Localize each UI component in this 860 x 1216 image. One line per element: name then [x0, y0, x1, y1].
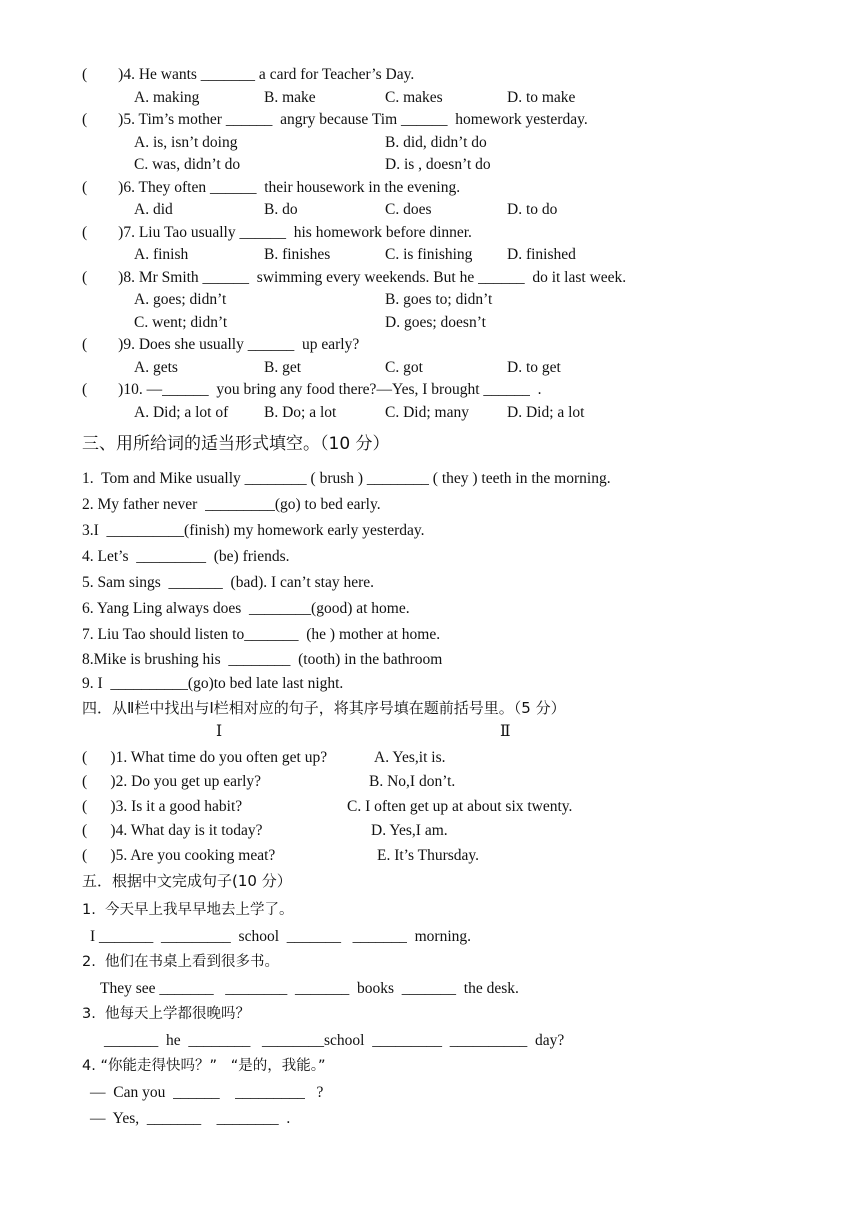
column-1-label: Ⅰ	[216, 723, 223, 740]
q4-option-c: C. makes	[385, 89, 443, 106]
translate-4-english-question: — Can you ______ _________ ?	[90, 1084, 324, 1101]
translate-1-chinese: 1. 今天早上我早早地去上学了。	[82, 902, 294, 918]
q9-option-a: A. gets	[134, 359, 178, 376]
q7-stem: ( )7. Liu Tao usually ______ his homework before dinner.	[82, 224, 472, 241]
q4-stem: ( )4. He wants _______ a card for Teacher’s Day.	[82, 66, 415, 83]
q6-stem: ( )6. They often ______ their housework in the evening.	[82, 179, 461, 196]
translate-3-english: _______ he ________ ________school _________ __________ day?	[104, 1032, 565, 1049]
section3-item-9: 9. I __________(go)to bed late last night.	[82, 675, 344, 692]
q5-stem: ( )5. Tim’s mother ______ angry because Tim ______ homework yesterday.	[82, 111, 588, 128]
q7-option-a: A. finish	[134, 246, 189, 263]
match-answer-a: A. Yes,it is.	[374, 749, 446, 766]
q8-option-b: B. goes to; didn’t	[385, 291, 493, 308]
section3-item-6: 6. Yang Ling always does ________(good) at home.	[82, 600, 410, 617]
section3-item-7: 7. Liu Tao should listen to_______ (he ) mother at home.	[82, 626, 441, 643]
q10-stem: ( )10. —______ you bring any food there?—Yes, I brought ______ .	[82, 381, 542, 398]
match-question-1: ( )1. What time do you often get up?	[82, 749, 328, 766]
section3-item-8: 8.Mike is brushing his ________ (tooth) in the bathroom	[82, 651, 443, 668]
q9-stem: ( )9. Does she usually ______ up early?	[82, 336, 360, 353]
q6-option-b: B. do	[264, 201, 298, 218]
q6-option-a: A. did	[134, 201, 173, 218]
match-question-3: ( )3. Is it a good habit?	[82, 798, 243, 815]
section4-heading: 四．从Ⅱ栏中找出与Ⅰ栏相对应的句子，将其序号填在题前括号里。（5 分）	[82, 699, 566, 717]
translate-2-english: They see _______ ________ _______ books _______ the desk.	[100, 980, 519, 997]
q7-option-d: D. finished	[507, 246, 576, 263]
section3-heading: 三、用所给词的适当形式填空。（10 分）	[82, 434, 390, 454]
q9-option-d: D. to get	[507, 359, 561, 376]
translate-4-chinese: 4. “你能走得快吗？” “是的，我能。”	[82, 1058, 326, 1074]
section3-item-5: 5. Sam sings _______ (bad). I can’t stay here.	[82, 574, 375, 591]
match-answer-b: B. No,I don’t.	[369, 773, 456, 790]
q10-option-a: A. Did; a lot of	[134, 404, 229, 421]
match-question-4: ( )4. What day is it today?	[82, 822, 263, 839]
q9-option-b: B. get	[264, 359, 302, 376]
match-answer-d: D. Yes,I am.	[371, 822, 448, 839]
q4-option-d: D. to make	[507, 89, 576, 106]
q6-option-c: C. does	[385, 201, 432, 218]
q7-option-c: C. is finishing	[385, 246, 473, 263]
section3-item-1: 1. Tom and Mike usually ________ ( brush ) ________ ( they ) teeth in the morning.	[82, 470, 611, 487]
q8-option-d: D. goes; doesn’t	[385, 314, 486, 331]
q7-option-b: B. finishes	[264, 246, 331, 263]
translate-4-english-answer: — Yes, _______ ________ .	[90, 1110, 291, 1127]
match-question-5: ( )5. Are you cooking meat?	[82, 847, 276, 864]
q8-option-c: C. went; didn’t	[134, 314, 228, 331]
q5-option-a: A. is, isn’t doing	[134, 134, 238, 151]
match-answer-c: C. I often get up at about six twenty.	[347, 798, 573, 815]
column-2-label: Ⅱ	[500, 723, 511, 740]
q8-stem: ( )8. Mr Smith ______ swimming every weekends. But he ______ do it last week.	[82, 269, 627, 286]
q10-option-c: C. Did; many	[385, 404, 469, 421]
q5-option-d: D. is , doesn’t do	[385, 156, 491, 173]
section5-heading: 五．根据中文完成句子(10 分）	[82, 872, 292, 890]
section3-item-2: 2. My father never _________(go) to bed early.	[82, 496, 381, 513]
q10-option-d: D. Did; a lot	[507, 404, 585, 421]
q5-option-b: B. did, didn’t do	[385, 134, 487, 151]
q9-option-c: C. got	[385, 359, 423, 376]
q6-option-d: D. to do	[507, 201, 558, 218]
translate-2-chinese: 2. 他们在书桌上看到很多书。	[82, 954, 280, 970]
match-question-2: ( )2. Do you get up early?	[82, 773, 262, 790]
q4-option-b: B. make	[264, 89, 316, 106]
section3-item-4: 4. Let’s _________ (be) friends.	[82, 548, 290, 565]
translate-3-chinese: 3. 他每天上学都很晚吗？	[82, 1006, 251, 1022]
q4-option-a: A. making	[134, 89, 200, 106]
translate-1-english: I _______ _________ school _______ _______ morning.	[90, 928, 472, 945]
q8-option-a: A. goes; didn’t	[134, 291, 227, 308]
section3-item-3: 3.I __________(finish) my homework early yesterday.	[82, 522, 425, 539]
match-answer-e: E. It’s Thursday.	[377, 847, 480, 864]
q5-option-c: C. was, didn’t do	[134, 156, 241, 173]
q10-option-b: B. Do; a lot	[264, 404, 337, 421]
